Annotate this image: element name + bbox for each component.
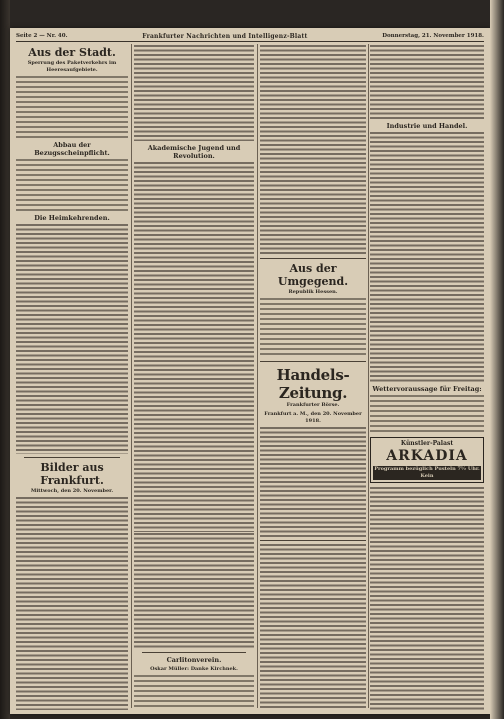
column-4 xyxy=(370,44,484,710)
advertisement-arkadia xyxy=(370,437,484,483)
ad-line: Programm bezüglich Pusteln 7½ Uhr. Kein xyxy=(374,466,480,479)
divider xyxy=(260,540,366,541)
column-rule xyxy=(131,44,132,708)
article-text xyxy=(370,45,484,119)
article-text xyxy=(260,45,366,255)
article-text xyxy=(134,162,254,532)
divider xyxy=(24,457,120,458)
book-binding xyxy=(0,0,10,719)
ad-title: Künstler-Palast xyxy=(400,440,454,447)
dateline: Mittwoch, den 20. November. xyxy=(30,488,114,494)
article-text xyxy=(16,76,128,138)
masthead xyxy=(16,31,484,42)
divider xyxy=(142,652,246,653)
divider xyxy=(260,361,366,362)
page-edge xyxy=(490,0,504,719)
heading-industrie-handel: Industrie und Handel. xyxy=(386,122,468,130)
divider xyxy=(260,258,366,259)
column-rule xyxy=(257,44,258,708)
article-text xyxy=(370,487,484,710)
article-text xyxy=(16,497,128,710)
heading-handels-zeitung: Handels-Zeitung. xyxy=(276,366,350,402)
article-text xyxy=(16,159,128,211)
article-text xyxy=(260,298,366,358)
article-text xyxy=(134,533,254,649)
heading-aus-der-umgegend: Aus der Umgegend. xyxy=(277,262,349,288)
article-text xyxy=(260,427,366,537)
article-text xyxy=(134,45,254,141)
article-text xyxy=(370,132,484,382)
dateline: Frankfurt a. M., den 20. November 1918. xyxy=(264,411,362,424)
heading-bilder-aus-frankfurt: Bilder aus Frankfurt. xyxy=(40,461,104,487)
article-text xyxy=(370,395,484,433)
heading-aus-der-stadt: Aus der Stadt. xyxy=(28,46,116,59)
subheading-paketverkehr: Sperrung des Paketverkehrs im Heeresaufgebiete. xyxy=(27,60,117,73)
heading-heimkehrenden: Die Heimkehrenden. xyxy=(34,214,110,222)
article-text xyxy=(16,224,128,454)
masthead-right: Donnerstag, 21. November 1918. xyxy=(382,33,484,39)
ad-name: ARKADIA xyxy=(386,448,468,464)
column-rule xyxy=(368,44,369,708)
masthead-title: Frankfurter Nachrichten und Intelligenz-Blatt xyxy=(142,32,308,40)
article-text xyxy=(134,675,254,710)
heading-carlitonverein: Carlitonverein. xyxy=(166,656,222,664)
masthead-left: Seite 2 — Nr. 40. xyxy=(16,33,68,39)
subheading-frankfurter-boerse: Frankfurter Börse. xyxy=(286,402,340,408)
heading-wettervoraussage: Wettervoraussage für Freitag: xyxy=(372,385,482,393)
heading-bezugsscheinpflicht: Abbau der Bezugsscheinpflicht. xyxy=(34,141,110,157)
heading-akademische-jugend: Akademische Jugend und Revolution. xyxy=(147,144,241,160)
column-3 xyxy=(260,44,366,710)
column-2 xyxy=(134,44,254,710)
newspaper-page xyxy=(10,28,490,714)
article-text xyxy=(260,544,366,710)
column-1 xyxy=(16,44,128,710)
subheading-republik-hessen: Republik Hessen. xyxy=(288,289,338,295)
subheading: Oskar Müller: Danke Kirchnek. xyxy=(150,666,238,672)
